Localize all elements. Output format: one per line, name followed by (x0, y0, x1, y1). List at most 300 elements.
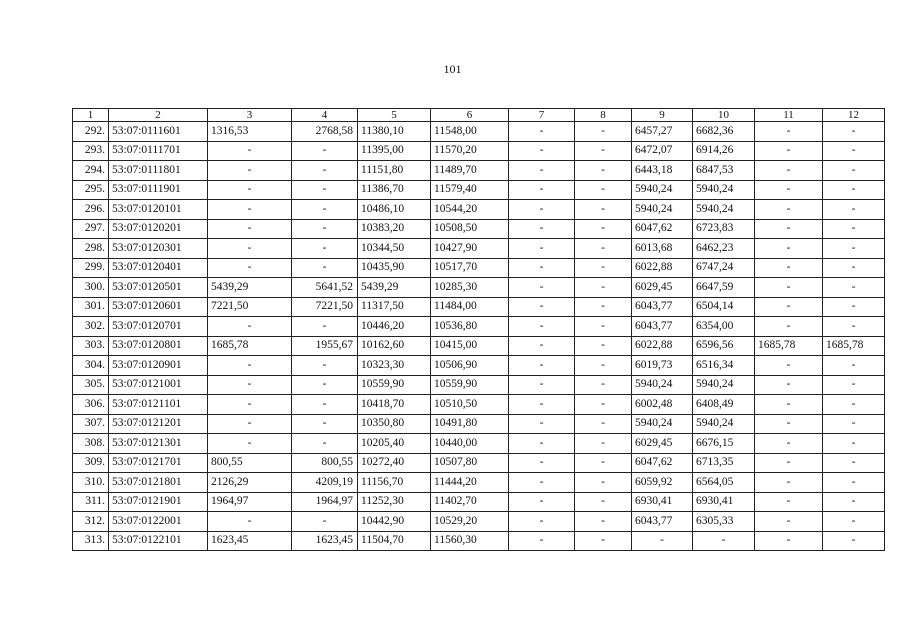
table-cell-col-1: 300. (73, 278, 109, 298)
table-cell-col-12: - (823, 200, 885, 220)
table-cell-col-9: 6022,88 (632, 336, 693, 356)
column-header-12: 12 (823, 109, 885, 122)
table-cell-col-11: - (755, 200, 823, 220)
table-cell-col-8: - (575, 122, 632, 142)
table-cell-col-10: 6504,14 (693, 297, 755, 317)
table-cell-col-6: 10427,90 (431, 239, 509, 259)
table-cell-col-12: 1685,78 (823, 336, 885, 356)
table-cell-col-1: 304. (73, 356, 109, 376)
table-cell-col-12: - (823, 180, 885, 200)
table-cell-col-3: - (208, 434, 292, 454)
table-cell-col-11: - (755, 239, 823, 259)
table-cell-col-12: - (823, 122, 885, 142)
table-cell-col-1: 312. (73, 512, 109, 532)
table-cell-col-7: - (509, 141, 575, 161)
table-cell-col-11: - (755, 473, 823, 493)
table-cell-col-8: - (575, 336, 632, 356)
table-cell-col-1: 299. (73, 258, 109, 278)
table-row (73, 492, 885, 512)
table-cell-col-2: 53:07:0111701 (109, 141, 208, 161)
table-cell-col-4: - (292, 141, 358, 161)
table-cell-col-3: - (208, 512, 292, 532)
table-cell-col-5: 11252,30 (358, 492, 431, 512)
table-cell-col-7: - (509, 434, 575, 454)
table-cell-col-8: - (575, 278, 632, 298)
table-cell-col-2: 53:07:0121301 (109, 434, 208, 454)
table-cell-col-1: 298. (73, 239, 109, 259)
table-cell-col-5: 10350,80 (358, 414, 431, 434)
column-header-11: 11 (755, 109, 823, 122)
table-cell-col-4: - (292, 375, 358, 395)
column-header-2: 2 (109, 109, 208, 122)
table-cell-col-6: 10491,80 (431, 414, 509, 434)
table-cell-col-3: 7221,50 (208, 297, 292, 317)
column-header-7: 7 (509, 109, 575, 122)
page-number: 101 (443, 62, 462, 76)
table-cell-col-7: - (509, 375, 575, 395)
table-cell-col-12: - (823, 375, 885, 395)
table-cell-col-2: 53:07:0122001 (109, 512, 208, 532)
table-cell-col-9: 6930,41 (632, 492, 693, 512)
table-cell-col-8: - (575, 414, 632, 434)
table-cell-col-1: 297. (73, 219, 109, 239)
table-cell-col-12: - (823, 239, 885, 259)
table-cell-col-3: - (208, 258, 292, 278)
table-cell-col-2: 53:07:0120801 (109, 336, 208, 356)
table-cell-col-9: 6029,45 (632, 434, 693, 454)
table-cell-col-5: 11386,70 (358, 180, 431, 200)
table-cell-col-12: - (823, 473, 885, 493)
table-cell-col-2: 53:07:0120101 (109, 200, 208, 220)
table-cell-col-7: - (509, 336, 575, 356)
table-cell-col-8: - (575, 161, 632, 181)
table-cell-col-1: 313. (73, 531, 109, 551)
table-cell-col-12: - (823, 395, 885, 415)
table-cell-col-12: - (823, 219, 885, 239)
table-cell-col-9: 5940,24 (632, 200, 693, 220)
table-cell-col-12: - (823, 512, 885, 532)
table-cell-col-8: - (575, 239, 632, 259)
table-cell-col-12: - (823, 531, 885, 551)
table-cell-col-9: 5940,24 (632, 414, 693, 434)
table-cell-col-1: 309. (73, 453, 109, 473)
table-row (73, 258, 885, 278)
table-cell-col-1: 302. (73, 317, 109, 337)
table-cell-col-11: - (755, 531, 823, 551)
table-cell-col-2: 53:07:0111901 (109, 180, 208, 200)
table-cell-col-9: 6043,77 (632, 317, 693, 337)
table-cell-col-2: 53:07:0121801 (109, 473, 208, 493)
table-cell-col-6: 11484,00 (431, 297, 509, 317)
table-cell-col-5: 11317,50 (358, 297, 431, 317)
table-cell-col-5: 10559,90 (358, 375, 431, 395)
table-row (73, 297, 885, 317)
table-cell-col-7: - (509, 239, 575, 259)
table-cell-col-6: 11579,40 (431, 180, 509, 200)
table-row (73, 239, 885, 259)
table-cell-col-10: 6408,49 (693, 395, 755, 415)
table-cell-col-7: - (509, 297, 575, 317)
table-row (73, 453, 885, 473)
table-cell-col-5: 11504,70 (358, 531, 431, 551)
table-cell-col-10: 5940,24 (693, 375, 755, 395)
table-cell-col-8: - (575, 317, 632, 337)
table-cell-col-6: 10415,00 (431, 336, 509, 356)
table-cell-col-5: 11151,80 (358, 161, 431, 181)
table-cell-col-10: 6747,24 (693, 258, 755, 278)
table-cell-col-5: 10435,90 (358, 258, 431, 278)
table-row (73, 473, 885, 493)
table-cell-col-4: - (292, 512, 358, 532)
table-cell-col-11: - (755, 512, 823, 532)
table-cell-col-4: - (292, 434, 358, 454)
table-cell-col-9: 6029,45 (632, 278, 693, 298)
column-header-8: 8 (575, 109, 632, 122)
table-cell-col-4: - (292, 200, 358, 220)
table-cell-col-6: 11548,00 (431, 122, 509, 142)
table-cell-col-6: 11402,70 (431, 492, 509, 512)
table-row (73, 375, 885, 395)
table-cell-col-2: 53:07:0120601 (109, 297, 208, 317)
table-cell-col-5: 10446,20 (358, 317, 431, 337)
table-cell-col-9: - (632, 531, 693, 551)
table-header-row (73, 109, 885, 122)
table-cell-col-3: 2126,29 (208, 473, 292, 493)
table-cell-col-2: 53:07:0120301 (109, 239, 208, 259)
table-row (73, 180, 885, 200)
table-cell-col-9: 6047,62 (632, 453, 693, 473)
table-row (73, 200, 885, 220)
table-cell-col-9: 6443,18 (632, 161, 693, 181)
table-cell-col-6: 10517,70 (431, 258, 509, 278)
table-cell-col-4: 1623,45 (292, 531, 358, 551)
table-cell-col-7: - (509, 414, 575, 434)
table-cell-col-3: 800,55 (208, 453, 292, 473)
table-cell-col-10: 6914,26 (693, 141, 755, 161)
table-cell-col-1: 305. (73, 375, 109, 395)
table-row (73, 531, 885, 551)
table-cell-col-12: - (823, 258, 885, 278)
table-cell-col-8: - (575, 200, 632, 220)
table-cell-col-3: 5439,29 (208, 278, 292, 298)
table-cell-col-3: - (208, 200, 292, 220)
table-cell-col-7: - (509, 180, 575, 200)
table-cell-col-4: 1955,67 (292, 336, 358, 356)
table-cell-col-11: - (755, 395, 823, 415)
table-cell-col-7: - (509, 356, 575, 376)
table-cell-col-2: 53:07:0121101 (109, 395, 208, 415)
table-cell-col-10: 6596,56 (693, 336, 755, 356)
table-cell-col-8: - (575, 356, 632, 376)
table-cell-col-10: 6564,05 (693, 473, 755, 493)
table-cell-col-10: 5940,24 (693, 414, 755, 434)
table-row (73, 122, 885, 142)
table-cell-col-11: - (755, 356, 823, 376)
table-cell-col-7: - (509, 200, 575, 220)
table-cell-col-5: 10486,10 (358, 200, 431, 220)
table-cell-col-10: 6930,41 (693, 492, 755, 512)
table-cell-col-10: 5940,24 (693, 180, 755, 200)
table-cell-col-3: - (208, 141, 292, 161)
table-cell-col-10: 6713,35 (693, 453, 755, 473)
table-cell-col-10: 6647,59 (693, 278, 755, 298)
table-cell-col-11: - (755, 180, 823, 200)
table-cell-col-11: - (755, 161, 823, 181)
table-cell-col-3: - (208, 375, 292, 395)
table-cell-col-8: - (575, 512, 632, 532)
table-cell-col-4: - (292, 414, 358, 434)
table-cell-col-5: 5439,29 (358, 278, 431, 298)
table-cell-col-10: 6462,23 (693, 239, 755, 259)
table-cell-col-6: 11489,70 (431, 161, 509, 181)
table-cell-col-12: - (823, 356, 885, 376)
table-cell-col-7: - (509, 531, 575, 551)
table-cell-col-12: - (823, 414, 885, 434)
table-cell-col-5: 10323,30 (358, 356, 431, 376)
table-cell-col-7: - (509, 492, 575, 512)
table-cell-col-7: - (509, 219, 575, 239)
table-cell-col-8: - (575, 375, 632, 395)
table-cell-col-6: 10440,00 (431, 434, 509, 454)
table-cell-col-7: - (509, 395, 575, 415)
table-cell-col-7: - (509, 258, 575, 278)
table-cell-col-2: 53:07:0120701 (109, 317, 208, 337)
column-header-9: 9 (632, 109, 693, 122)
table-cell-col-1: 301. (73, 297, 109, 317)
table-cell-col-4: - (292, 317, 358, 337)
table-cell-col-10: 6676,15 (693, 434, 755, 454)
table-cell-col-1: 303. (73, 336, 109, 356)
table-cell-col-1: 307. (73, 414, 109, 434)
table-cell-col-3: - (208, 317, 292, 337)
column-header-1: 1 (73, 109, 109, 122)
table-cell-col-11: - (755, 414, 823, 434)
table-cell-col-6: 11570,20 (431, 141, 509, 161)
table-cell-col-5: 11395,00 (358, 141, 431, 161)
table-cell-col-2: 53:07:0122101 (109, 531, 208, 551)
table-row (73, 395, 885, 415)
table-cell-col-4: - (292, 395, 358, 415)
table-row (73, 219, 885, 239)
table-cell-col-9: 6043,77 (632, 512, 693, 532)
table-cell-col-6: 10285,30 (431, 278, 509, 298)
table-cell-col-12: - (823, 453, 885, 473)
table-cell-col-11: - (755, 453, 823, 473)
table-cell-col-10: 6354,00 (693, 317, 755, 337)
table-cell-col-5: 10442,90 (358, 512, 431, 532)
table-row (73, 356, 885, 376)
table-cell-col-3: - (208, 356, 292, 376)
table-cell-col-8: - (575, 434, 632, 454)
table-cell-col-9: 6047,62 (632, 219, 693, 239)
table-cell-col-4: 7221,50 (292, 297, 358, 317)
table-cell-col-11: - (755, 141, 823, 161)
table-cell-col-2: 53:07:0121201 (109, 414, 208, 434)
table-cell-col-8: - (575, 297, 632, 317)
table-cell-col-10: 5940,24 (693, 200, 755, 220)
table-row (73, 161, 885, 181)
table-cell-col-2: 53:07:0121701 (109, 453, 208, 473)
table-cell-col-6: 10508,50 (431, 219, 509, 239)
table-cell-col-6: 10507,80 (431, 453, 509, 473)
table-cell-col-8: - (575, 531, 632, 551)
table-cell-col-11: - (755, 317, 823, 337)
table-cell-col-12: - (823, 141, 885, 161)
table-cell-col-4: - (292, 258, 358, 278)
column-header-3: 3 (208, 109, 292, 122)
table-cell-col-11: 1685,78 (755, 336, 823, 356)
table-cell-col-9: 6472,07 (632, 141, 693, 161)
table-row (73, 414, 885, 434)
table-cell-col-7: - (509, 278, 575, 298)
table-cell-col-4: - (292, 161, 358, 181)
table-row (73, 278, 885, 298)
table-cell-col-9: 6013,68 (632, 239, 693, 259)
table-cell-col-9: 6059,92 (632, 473, 693, 493)
table-cell-col-12: - (823, 297, 885, 317)
table-cell-col-10: - (693, 531, 755, 551)
column-header-10: 10 (693, 109, 755, 122)
table-cell-col-1: 293. (73, 141, 109, 161)
table-cell-col-5: 10418,70 (358, 395, 431, 415)
table-cell-col-5: 10205,40 (358, 434, 431, 454)
table-cell-col-5: 10272,40 (358, 453, 431, 473)
table-cell-col-2: 53:07:0120201 (109, 219, 208, 239)
table-cell-col-4: 5641,52 (292, 278, 358, 298)
table-cell-col-3: - (208, 161, 292, 181)
table-cell-col-11: - (755, 122, 823, 142)
table-cell-col-7: - (509, 317, 575, 337)
table-cell-col-9: 6043,77 (632, 297, 693, 317)
table-cell-col-12: - (823, 161, 885, 181)
table-cell-col-11: - (755, 434, 823, 454)
table-cell-col-3: 1316,53 (208, 122, 292, 142)
table-cell-col-7: - (509, 473, 575, 493)
table-cell-col-11: - (755, 258, 823, 278)
table-cell-col-7: - (509, 512, 575, 532)
table-row (73, 317, 885, 337)
table-cell-col-2: 53:07:0120401 (109, 258, 208, 278)
table-cell-col-3: - (208, 395, 292, 415)
table-cell-col-9: 6457,27 (632, 122, 693, 142)
table-cell-col-1: 310. (73, 473, 109, 493)
table-cell-col-12: - (823, 317, 885, 337)
table-cell-col-10: 6847,53 (693, 161, 755, 181)
table-cell-col-2: 53:07:0120501 (109, 278, 208, 298)
table-cell-col-1: 311. (73, 492, 109, 512)
table-cell-col-10: 6516,34 (693, 356, 755, 376)
table-cell-col-1: 295. (73, 180, 109, 200)
table-cell-col-3: - (208, 239, 292, 259)
table-cell-col-11: - (755, 278, 823, 298)
table-cell-col-8: - (575, 395, 632, 415)
table-cell-col-8: - (575, 453, 632, 473)
table-cell-col-9: 5940,24 (632, 375, 693, 395)
table-cell-col-12: - (823, 278, 885, 298)
table-cell-col-5: 11380,10 (358, 122, 431, 142)
column-header-4: 4 (292, 109, 358, 122)
table-cell-col-4: - (292, 180, 358, 200)
table-cell-col-2: 53:07:0120901 (109, 356, 208, 376)
table-cell-col-12: - (823, 492, 885, 512)
table-cell-col-4: - (292, 239, 358, 259)
table-cell-col-2: 53:07:0111601 (109, 122, 208, 142)
table-cell-col-8: - (575, 141, 632, 161)
table-row (73, 141, 885, 161)
table-cell-col-4: 800,55 (292, 453, 358, 473)
table-cell-col-6: 10510,50 (431, 395, 509, 415)
table-cell-col-4: - (292, 356, 358, 376)
table-cell-col-11: - (755, 375, 823, 395)
table-cell-col-6: 11444,20 (431, 473, 509, 493)
table-cell-col-3: - (208, 414, 292, 434)
table-cell-col-8: - (575, 219, 632, 239)
table-cell-col-4: 2768,58 (292, 122, 358, 142)
column-header-5: 5 (358, 109, 431, 122)
table-cell-col-6: 10544,20 (431, 200, 509, 220)
table-cell-col-7: - (509, 453, 575, 473)
table-row (73, 434, 885, 454)
table-cell-col-9: 6022,88 (632, 258, 693, 278)
table-cell-col-2: 53:07:0121001 (109, 375, 208, 395)
table-cell-col-5: 10383,20 (358, 219, 431, 239)
table-cell-col-4: 1964,97 (292, 492, 358, 512)
data-table (72, 108, 885, 551)
table-cell-col-9: 6002,48 (632, 395, 693, 415)
table-cell-col-10: 6723,83 (693, 219, 755, 239)
table-cell-col-9: 6019,73 (632, 356, 693, 376)
table-cell-col-7: - (509, 122, 575, 142)
column-header-6: 6 (431, 109, 509, 122)
table-row (73, 336, 885, 356)
table-cell-col-2: 53:07:0111801 (109, 161, 208, 181)
table-cell-col-5: 11156,70 (358, 473, 431, 493)
table-cell-col-7: - (509, 161, 575, 181)
table-cell-col-1: 308. (73, 434, 109, 454)
table-cell-col-6: 10559,90 (431, 375, 509, 395)
table-cell-col-3: 1685,78 (208, 336, 292, 356)
table-cell-col-10: 6305,33 (693, 512, 755, 532)
table-cell-col-12: - (823, 434, 885, 454)
table-cell-col-1: 292. (73, 122, 109, 142)
table-cell-col-6: 11560,30 (431, 531, 509, 551)
table-cell-col-6: 10536,80 (431, 317, 509, 337)
table-row (73, 512, 885, 532)
table-cell-col-11: - (755, 492, 823, 512)
table-cell-col-8: - (575, 492, 632, 512)
table-cell-col-8: - (575, 473, 632, 493)
table-cell-col-1: 296. (73, 200, 109, 220)
table-cell-col-3: 1623,45 (208, 531, 292, 551)
table-cell-col-3: - (208, 219, 292, 239)
table-cell-col-5: 10344,50 (358, 239, 431, 259)
table-cell-col-11: - (755, 297, 823, 317)
table-cell-col-4: - (292, 219, 358, 239)
table-cell-col-3: - (208, 180, 292, 200)
table-cell-col-6: 10506,90 (431, 356, 509, 376)
table-cell-col-9: 5940,24 (632, 180, 693, 200)
table-cell-col-11: - (755, 219, 823, 239)
table-cell-col-2: 53:07:0121901 (109, 492, 208, 512)
table-cell-col-4: 4209,19 (292, 473, 358, 493)
table-cell-col-8: - (575, 258, 632, 278)
table-cell-col-3: 1964,97 (208, 492, 292, 512)
table-cell-col-8: - (575, 180, 632, 200)
table-cell-col-10: 6682,36 (693, 122, 755, 142)
table-cell-col-5: 10162,60 (358, 336, 431, 356)
table-cell-col-6: 10529,20 (431, 512, 509, 532)
table-cell-col-1: 294. (73, 161, 109, 181)
